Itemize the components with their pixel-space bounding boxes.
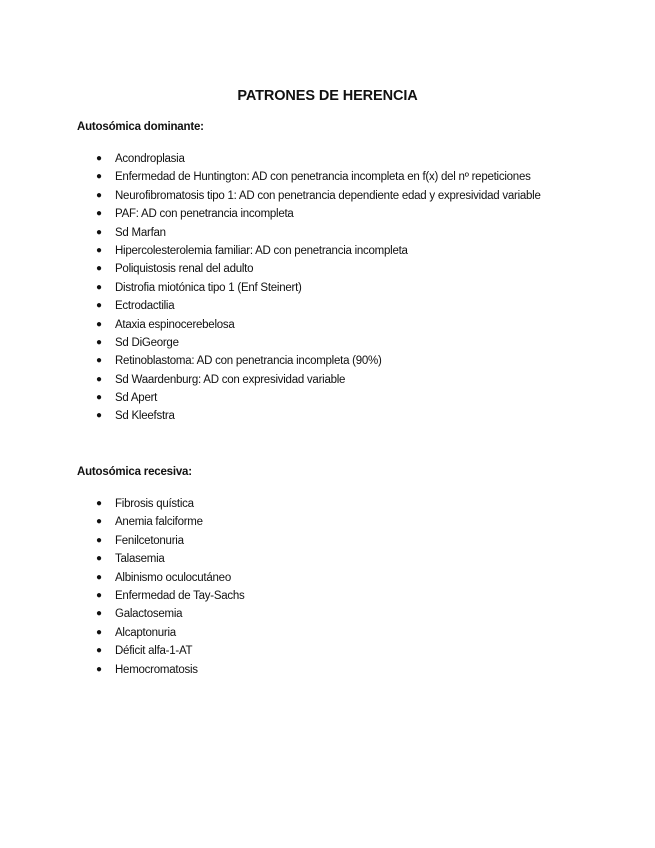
- bullet-icon: ●: [96, 553, 102, 565]
- list-item-text: Neurofibromatosis tipo 1: AD con penetrancia dependiente edad y expresividad variable: [115, 189, 541, 202]
- list-item-text: Sd Apert: [115, 392, 158, 405]
- list-item: [0, 316, 655, 334]
- list-item-text: Albinismo oculocutáneo: [115, 571, 231, 584]
- bullet-icon: ●: [96, 608, 102, 620]
- list-item: [0, 334, 655, 352]
- list-item: [0, 532, 655, 550]
- list-item: [0, 513, 655, 531]
- list-item: [0, 587, 655, 605]
- bullet-icon: ●: [96, 589, 102, 601]
- list-item-text: Fenilcetonuria: [115, 534, 184, 547]
- list-item-text: PAF: AD con penetrancia incompleta: [115, 208, 294, 221]
- list-item: [0, 150, 655, 168]
- list-item-text: Ataxia espinocerebelosa: [115, 318, 235, 331]
- bullet-icon: ●: [96, 263, 102, 275]
- bullet-icon: ●: [96, 153, 102, 164]
- list-item: [0, 495, 655, 513]
- list-item-text: Enfermedad de Huntington: AD con penetrancia incompleta en f(x) del nº repeticiones: [115, 171, 531, 184]
- list-item: [0, 224, 655, 242]
- bullet-icon: ●: [96, 336, 102, 348]
- autosomal-recessive-list: [0, 495, 655, 679]
- list-item-text: Sd Waardenburg: AD con expresividad variable: [115, 373, 346, 386]
- list-item-text: Fibrosis quística: [115, 498, 194, 510]
- bullet-icon: ●: [96, 281, 102, 293]
- bullet-icon: ●: [96, 189, 102, 201]
- list-item: [0, 389, 655, 407]
- list-item: [0, 187, 655, 205]
- list-item-text: Poliquistosis renal del adulto: [115, 263, 254, 276]
- bullet-icon: ●: [96, 534, 102, 546]
- list-item-text: Talasemia: [115, 553, 165, 566]
- list-item: [0, 168, 655, 186]
- page-title: PATRONES DE HERENCIA: [237, 88, 418, 104]
- bullet-icon: ●: [96, 516, 102, 528]
- bullet-icon: ●: [96, 226, 102, 238]
- bullet-icon: ●: [96, 571, 102, 583]
- bullet-icon: ●: [96, 645, 102, 657]
- list-item: [0, 624, 655, 642]
- list-item-text: Galactosemia: [115, 608, 183, 621]
- list-item-text: Enfermedad de Tay-Sachs: [115, 589, 245, 602]
- list-item: [0, 260, 655, 278]
- list-item-text: Déficit alfa-1-AT: [115, 645, 193, 658]
- list-item: [0, 661, 655, 679]
- bullet-icon: ●: [96, 171, 102, 183]
- list-item: [0, 371, 655, 389]
- bullet-icon: ●: [96, 300, 102, 312]
- list-item: [0, 407, 655, 425]
- list-item-text: Sd DiGeorge: [115, 336, 179, 349]
- list-item: [0, 242, 655, 260]
- bullet-icon: ●: [96, 208, 102, 220]
- bullet-icon: ●: [96, 498, 102, 509]
- list-item: [0, 642, 655, 660]
- list-item-text: Sd Marfan: [115, 226, 166, 239]
- list-item: [0, 605, 655, 623]
- section-heading-autosomal-dominant: Autosómica dominante:: [77, 121, 204, 133]
- list-item: [0, 279, 655, 297]
- bullet-icon: ●: [96, 663, 102, 675]
- bullet-icon: ●: [96, 373, 102, 385]
- list-item: [0, 297, 655, 315]
- list-item: [0, 550, 655, 568]
- list-item-text: Anemia falciforme: [115, 516, 203, 529]
- bullet-icon: ●: [96, 626, 102, 638]
- bullet-icon: ●: [96, 410, 102, 422]
- list-item-text: Ectrodactilia: [115, 300, 175, 313]
- list-item-text: Hemocromatosis: [115, 663, 198, 676]
- list-item-text: Retinoblastoma: AD con penetrancia incompleta (90%): [115, 355, 382, 368]
- section-heading-autosomal-recessive: Autosómica recesiva:: [77, 466, 192, 478]
- list-item: [0, 352, 655, 370]
- list-item-text: Sd Kleefstra: [115, 410, 175, 423]
- bullet-icon: ●: [96, 392, 102, 404]
- bullet-icon: ●: [96, 244, 102, 256]
- list-item-text: Acondroplasia: [115, 153, 185, 165]
- list-item-text: Hipercolesterolemia familiar: AD con penetrancia incompleta: [115, 244, 408, 257]
- bullet-icon: ●: [96, 318, 102, 330]
- bullet-icon: ●: [96, 355, 102, 367]
- list-item: [0, 205, 655, 223]
- list-item-text: Distrofia miotónica tipo 1 (Enf Steinert): [115, 281, 302, 294]
- autosomal-dominant-list: [0, 150, 655, 426]
- list-item-text: Alcaptonuria: [115, 626, 176, 639]
- list-item: [0, 569, 655, 587]
